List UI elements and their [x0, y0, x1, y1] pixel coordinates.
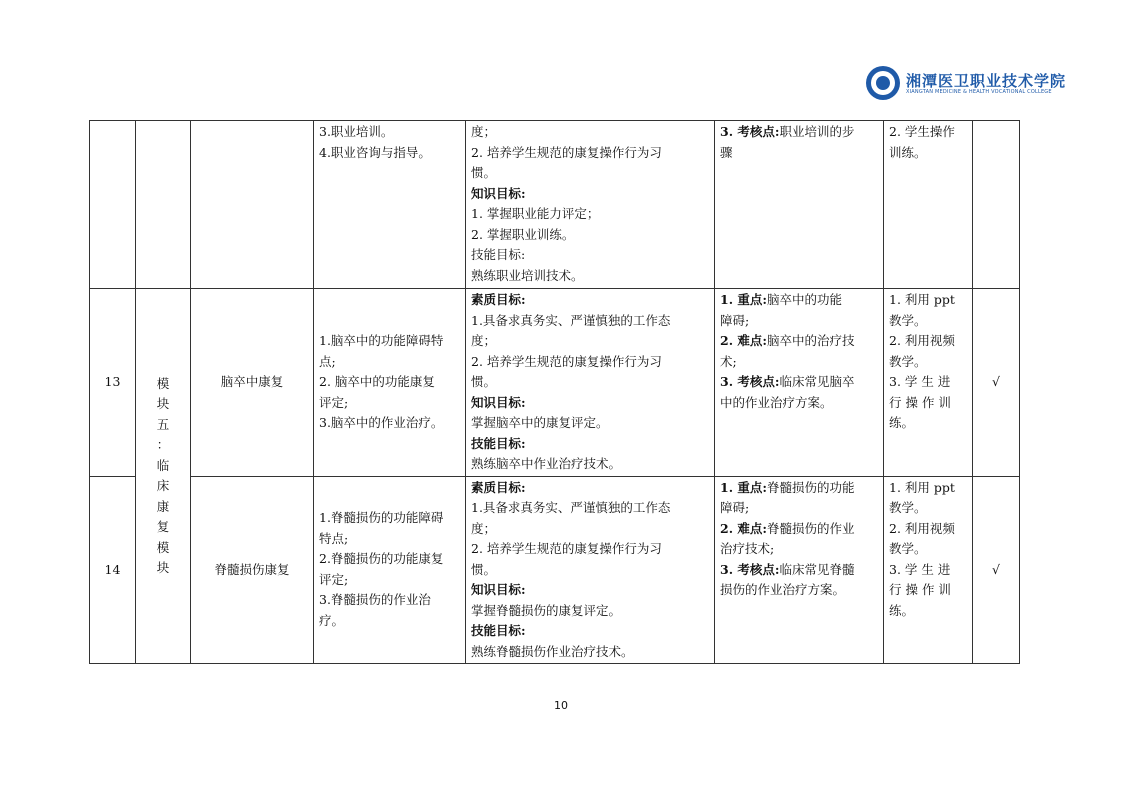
keypoint-text: 中的作业治疗方案。	[720, 394, 833, 410]
keypoint-line	[720, 498, 878, 519]
text-line: 疗。	[319, 612, 345, 628]
objective-line: 掌握脊髓损伤的康复评定。	[471, 602, 622, 618]
text-line: 五	[156, 416, 170, 432]
objective-line: 度；	[471, 520, 497, 536]
text-line: 块	[156, 396, 170, 411]
keypoint-line	[720, 580, 878, 601]
objective-line: 2. 培养学生规范的康复操作行为习	[471, 353, 662, 369]
text-line: 1. 利用 ppt	[889, 292, 955, 307]
keypoint-text: 脊髓损伤的作业	[767, 520, 855, 536]
text-line: 教学。	[889, 500, 927, 515]
text-line: 练。	[889, 602, 915, 618]
keypoint-label: 1. 重点:	[720, 479, 768, 495]
text-line: 1.脑卒中的功能障碍特	[319, 333, 444, 348]
objective-line: 度；	[471, 333, 497, 348]
objective-heading: 素质目标:	[471, 292, 526, 307]
text-line: 康	[156, 498, 170, 514]
text-line: 点;	[319, 353, 336, 369]
objective-heading: 知识目标:	[471, 582, 526, 597]
keypoint-text: 职业培训的步	[779, 124, 855, 139]
row-number: 14	[90, 476, 136, 664]
objective-heading: 技能目标:	[471, 623, 526, 638]
keypoint-line	[720, 311, 878, 332]
keypoint-line	[720, 290, 878, 311]
college-emblem-icon	[866, 66, 900, 100]
keypoint-text: 临床常见脑卒	[779, 374, 855, 389]
keypoint-line	[720, 331, 878, 352]
text-line: 3. 学 生 进	[889, 374, 951, 389]
row-number	[90, 121, 136, 289]
text-line: 临	[156, 457, 170, 473]
teaching-methods	[884, 121, 973, 289]
college-logo	[866, 64, 1067, 104]
text-line: 3. 学 生 进	[889, 561, 951, 577]
logo-title: 湘潭医卫职业技术学院	[906, 72, 1067, 90]
text-line: 复	[156, 519, 170, 534]
text-line: 4.职业咨询与指导。	[319, 144, 431, 160]
module-cell-empty	[136, 121, 191, 289]
text-line: 练。	[889, 415, 915, 430]
text-line: 教学。	[889, 541, 927, 556]
keypoint-line	[720, 478, 878, 499]
keypoint-label: 3. 考核点:	[720, 374, 780, 389]
keypoint-line	[720, 393, 878, 414]
text-line: 训练。	[889, 144, 927, 160]
keypoint-text: 脊髓损伤的功能	[767, 479, 855, 495]
objective-line: 掌握脑卒中的康复评定。	[471, 415, 609, 430]
keypoint-text: 术;	[720, 353, 737, 369]
objective-heading: 知识目标:	[471, 185, 526, 201]
text-line: 块	[156, 560, 170, 575]
keypoint-label: 3. 考核点:	[720, 124, 780, 139]
unit-keypoints	[715, 121, 884, 289]
unit-content	[314, 289, 466, 477]
logo-subtitle: XIANGTAN MEDICINE & HEALTH VOCATIONAL COLLEGE	[906, 89, 1052, 95]
objective-heading: 技能目标:	[471, 435, 526, 451]
keypoint-text: 治疗技术;	[720, 541, 775, 556]
text-line: 教学。	[889, 353, 927, 369]
text-line: 行 操 作 训	[889, 394, 951, 410]
page-number: 10	[554, 699, 568, 712]
text-line: 2. 利用视频	[889, 333, 955, 348]
unit-objectives	[466, 289, 715, 477]
objective-heading: 知识目标:	[471, 394, 526, 410]
keypoint-line	[720, 143, 878, 164]
objective-line: 熟练脊髓损伤作业治疗技术。	[471, 643, 634, 659]
check-mark: √	[973, 476, 1020, 664]
unit-keypoints	[715, 289, 884, 477]
objective-line: 2. 培养学生规范的康复操作行为习	[471, 144, 662, 160]
table-row	[90, 121, 1020, 289]
objective-line: 度；	[471, 124, 497, 139]
text-line: 评定;	[319, 571, 349, 587]
text-line: 模	[156, 375, 170, 391]
module-label	[136, 289, 191, 664]
keypoint-label: 1. 重点:	[720, 292, 768, 307]
table-row	[90, 476, 1020, 664]
text-line: ：	[156, 437, 170, 452]
keypoint-text: 临床常见脊髓	[779, 561, 855, 577]
objective-line: 惯。	[471, 561, 497, 577]
text-line: 2.脊髓损伤的功能康复	[319, 551, 444, 567]
text-line: 2. 利用视频	[889, 520, 955, 536]
objective-line: 2. 掌握职业训练。	[471, 226, 575, 242]
course-table	[89, 120, 1020, 664]
keypoint-line	[720, 539, 878, 560]
keypoint-label: 2. 难点:	[720, 333, 768, 348]
objective-line: 熟练脑卒中作业治疗技术。	[471, 456, 622, 471]
text-line: 评定;	[319, 394, 349, 410]
unit-name: 脊髓损伤康复	[191, 476, 314, 664]
teaching-methods	[884, 289, 973, 477]
text-line: 床	[156, 478, 170, 493]
unit-content	[314, 121, 466, 289]
text-line: 特点;	[319, 530, 349, 546]
text-line: 3.职业培训。	[319, 124, 394, 139]
unit-objectives	[466, 476, 715, 664]
text-line: 2. 学生操作	[889, 124, 955, 139]
keypoint-line	[720, 372, 878, 393]
text-line: 1.脊髓损伤的功能障碍	[319, 510, 444, 526]
unit-keypoints	[715, 476, 884, 664]
teaching-methods	[884, 476, 973, 664]
objective-line: 惯。	[471, 165, 497, 180]
text-line: 行 操 作 训	[889, 582, 951, 597]
keypoint-line	[720, 122, 878, 143]
objective-heading: 素质目标:	[471, 479, 526, 495]
objective-line: 1.具备求真务实、严谨慎独的工作态	[471, 312, 671, 328]
text-line: 模	[156, 539, 170, 555]
unit-name	[191, 121, 314, 289]
unit-content	[314, 476, 466, 664]
row-number: 13	[90, 289, 136, 477]
objective-line: 技能目标:	[471, 247, 526, 262]
text-line: 3.脑卒中的作业治疗。	[319, 415, 444, 430]
keypoint-text: 脑卒中的治疗技	[767, 333, 855, 348]
text-line: 教学。	[889, 312, 927, 328]
text-line: 1. 利用 ppt	[889, 479, 955, 495]
keypoint-text: 障碍;	[720, 500, 750, 515]
text-line: 3.脊髓损伤的作业治	[319, 592, 431, 608]
objective-line: 1. 掌握职业能力评定；	[471, 206, 600, 221]
keypoint-line	[720, 519, 878, 540]
objective-line: 2. 培养学生规范的康复操作行为习	[471, 541, 662, 556]
objective-line: 1.具备求真务实、严谨慎独的工作态	[471, 500, 671, 515]
keypoint-text: 骤	[720, 144, 733, 160]
keypoint-text: 损伤的作业治疗方案。	[720, 582, 846, 597]
keypoint-text: 障碍;	[720, 312, 750, 328]
objective-line: 惯。	[471, 374, 497, 389]
keypoint-text: 脑卒中的功能	[767, 292, 843, 307]
keypoint-line	[720, 560, 878, 581]
unit-objectives	[466, 121, 715, 289]
check-mark: √	[973, 289, 1020, 477]
keypoint-label: 3. 考核点:	[720, 561, 780, 577]
table-row	[90, 289, 1020, 477]
keypoint-label: 2. 难点:	[720, 520, 768, 536]
objective-line: 熟练职业培训技术。	[471, 267, 584, 283]
keypoint-line	[720, 352, 878, 373]
unit-name: 脑卒中康复	[191, 289, 314, 477]
check-mark	[973, 121, 1020, 289]
text-line: 2. 脑卒中的功能康复	[319, 374, 435, 389]
